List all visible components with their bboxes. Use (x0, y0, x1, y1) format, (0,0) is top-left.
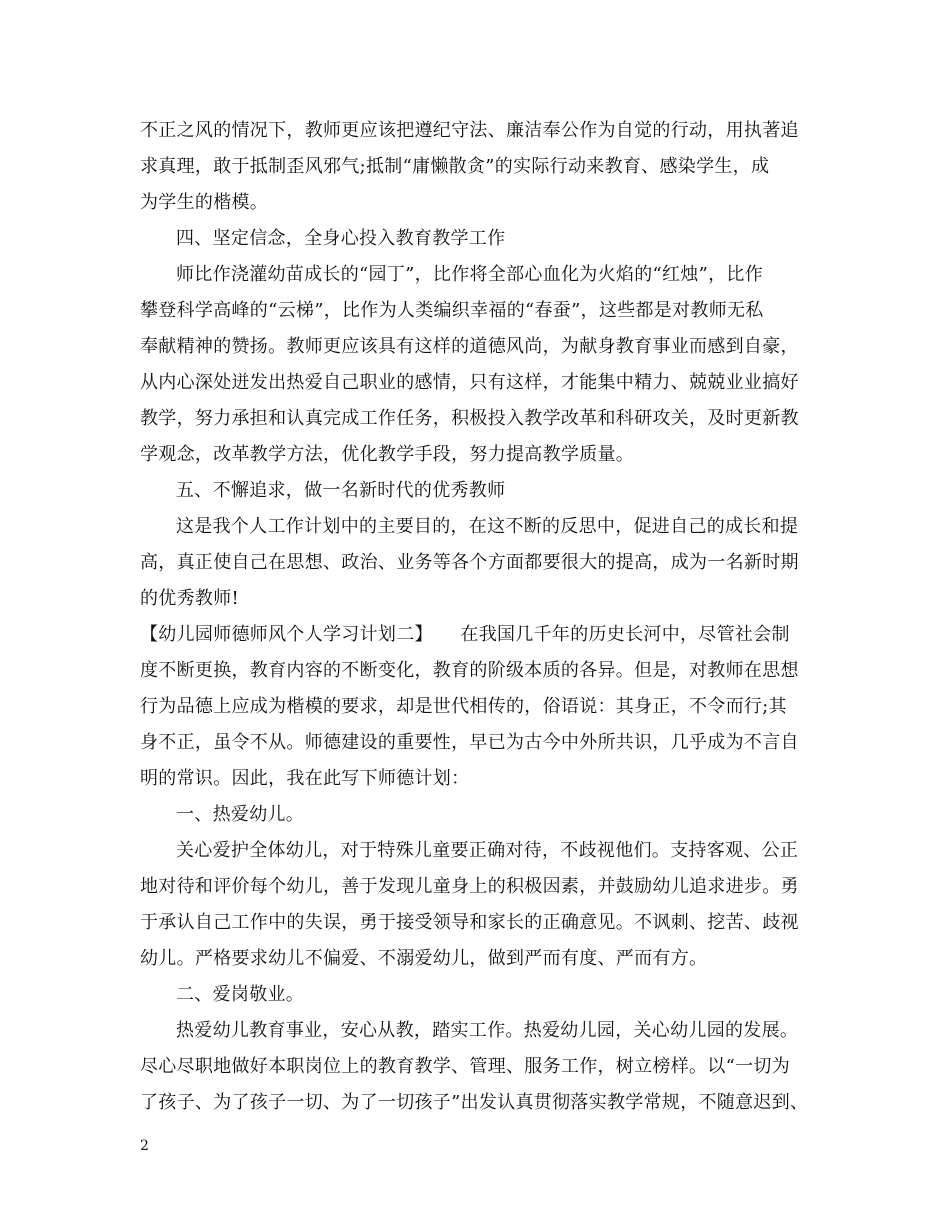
text-line: 了孩子、为了孩子一切、为了一切孩子”出发认真贯彻落实教学常规，不随意迟到、 (140, 1092, 809, 1113)
text-line: 高，真正使自己在思想、政治、业务等各个方面都要很大的提高，成为一名新时期 (140, 552, 799, 573)
text-line: 地对待和评价每个幼儿，善于发现儿童身上的积极因素，并鼓励幼儿追求进步。勇 (140, 876, 799, 897)
text-line: 奉献精神的赞扬。教师更应该具有这样的道德风尚，为献身教育事业而感到自豪， (140, 336, 799, 357)
text-line: 学观念，改革教学方法，优化教学手段，努力提高教学质量。 (140, 444, 635, 465)
text-line: 不正之风的情况下，教师更应该把遵纪守法、廉洁奉公作为自觉的行动，用执著追 (140, 120, 799, 141)
text-line: 求真理，敢于抵制歪风邪气;抵制“庸懒散贪”的实际行动来教育、感染学生，成 (140, 156, 770, 177)
text-line: 幼儿。严格要求幼儿不偏爱、不溺爱幼儿，做到严而有度、严而有方。 (140, 948, 708, 969)
text-line: 行为品德上应成为楷模的要求，却是世代相传的，俗语说：其身正，不令而行;其 (140, 696, 787, 717)
text-line: 度不断更换，教育内容的不断变化，教育的阶级本质的各异。但是，对教师在思想 (140, 660, 799, 681)
page-number: 2 (140, 1138, 149, 1154)
text-line: 这是我个人工作计划中的主要目的，在这不断的反思中，促进自己的成长和提 (176, 516, 799, 537)
section-heading: 五、不懈追求，做一名新时代的优秀教师 (176, 480, 506, 501)
text-line: 身不正，虽令不从。师德建设的重要性，早已为古今中外所共识，几乎成为不言自 (140, 732, 799, 753)
text-line: 攀登科学高峰的“云梯”，比作为人类编织幸福的“春蚕”，这些都是对教师无私 (140, 300, 764, 321)
text-line: 为学生的楷模。 (140, 192, 269, 213)
text-line: 师比作浇灌幼苗成长的“园丁”，比作将全部心血化为火焰的“红烛”，比作 (176, 264, 764, 285)
text-line: 于承认自己工作中的失误，勇于接受领导和家长的正确意见。不讽刺、挖苦、歧视 (140, 912, 799, 933)
plan-title-line: 【幼儿园师德师风个人学习计划二】 在我国几千年的历史长河中，尽管社会制 (140, 624, 790, 645)
text-line: 明的常识。因此，我在此写下师德计划： (140, 768, 470, 789)
text-line: 关心爱护全体幼儿，对于特殊儿童要正确对待，不歧视他们。支持客观、公正 (176, 840, 799, 861)
text-line: 尽心尽职地做好本职岗位上的教育教学、管理、服务工作，树立榜样。以“一切为 (140, 1056, 790, 1077)
text-line: 热爱幼儿教育事业，安心从教，踏实工作。热爱幼儿园，关心幼儿园的发展。 (176, 1020, 799, 1041)
section-heading: 二、爱岗敬业。 (176, 984, 305, 1005)
section-heading: 四、坚定信念，全身心投入教育教学工作 (176, 228, 506, 249)
text-line: 教学，努力承担和认真完成工作任务，积极投入教学改革和科研攻关，及时更新教 (140, 408, 799, 429)
text-line: 从内心深处迸发出热爱自己职业的感情，只有这样，才能集中精力、兢兢业业搞好 (140, 372, 799, 393)
text-line: 的优秀教师! (140, 588, 240, 609)
section-heading: 一、热爱幼儿。 (176, 804, 305, 825)
